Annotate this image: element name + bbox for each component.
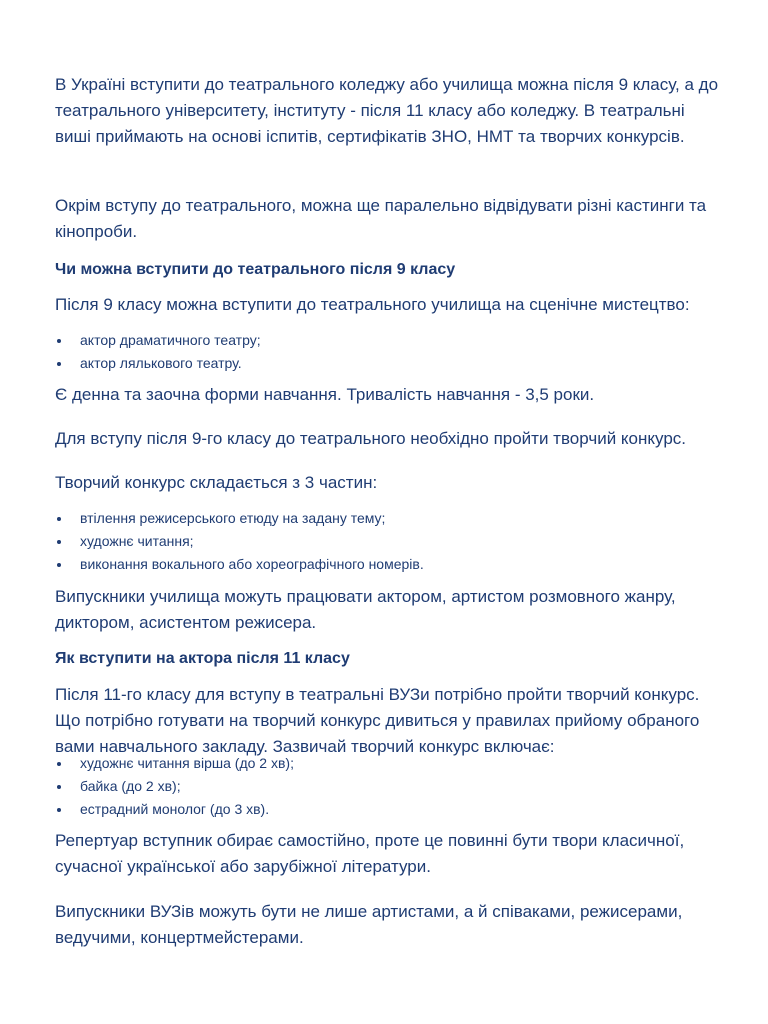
- list-item: байка (до 2 хв);: [55, 775, 725, 798]
- paragraph-repertoire: Репертуар вступник обирає самостійно, проте це повинні бути твори класичної, сучасної української або зарубіжної літератури.: [55, 831, 685, 876]
- list-item: естрадний монолог (до 3 хв).: [55, 798, 725, 821]
- list-item: актор лялькового театру.: [55, 352, 725, 375]
- contest-program-list: [55, 752, 725, 821]
- specialties-list: [55, 329, 725, 375]
- paragraph-creative-contest: Для вступу після 9-го класу до театрального необхідно пройти творчий конкурс.: [55, 429, 687, 448]
- list-item: художнє читання вірша (до 2 хв);: [55, 752, 725, 775]
- paragraph-university-graduates: Випускники ВУЗів можуть бути не лише артистами, а й співаками, режисерами, ведучими, концертмейстерами.: [55, 902, 683, 947]
- paragraph-study-forms: Є денна та заочна форми навчання. Тривалість навчання - 3,5 роки.: [55, 385, 595, 404]
- paragraph-intro: В Україні вступити до театрального коледжу або училища можна після 9 класу, а до театрального університету, інституту - після 11 класу або коледжу. В театральні виші приймають на основі іспитів, сертифікатів ЗНО, НМТ та творчих конкурсів.: [55, 75, 719, 146]
- paragraph-castings: Окрім вступу до театрального, можна ще паралельно відвідувати різні кастинги та кінопроби.: [55, 196, 707, 241]
- list-item: втілення режисерського етюду на задану тему;: [55, 507, 725, 530]
- paragraph-contest-parts: Творчий конкурс складається з 3 частин:: [55, 473, 378, 492]
- list-item: виконання вокального або хореографічного номерів.: [55, 553, 725, 576]
- list-item: художнє читання;: [55, 530, 725, 553]
- contest-parts-list: [55, 507, 725, 576]
- paragraph-after-9th: Після 9 класу можна вступити до театрального училища на сценічне мистецтво:: [55, 295, 690, 314]
- heading-after-9th-grade: Чи можна вступити до театрального після 9 класу: [55, 261, 456, 278]
- paragraph-college-graduates: Випускники училища можуть працювати актором, артистом розмовного жанру, диктором, асистентом режисера.: [55, 587, 676, 632]
- heading-after-11th-grade: Як вступити на актора після 11 класу: [55, 650, 350, 667]
- list-item: актор драматичного театру;: [55, 329, 725, 352]
- paragraph-after-11th: Після 11-го класу для вступу в театральні ВУЗи потрібно пройти творчий конкурс. Що потрібно готувати на творчий конкурс дивиться у правилах прийому обраного вами навчального закладу. Зазвичай творчий конкурс включає:: [55, 685, 700, 756]
